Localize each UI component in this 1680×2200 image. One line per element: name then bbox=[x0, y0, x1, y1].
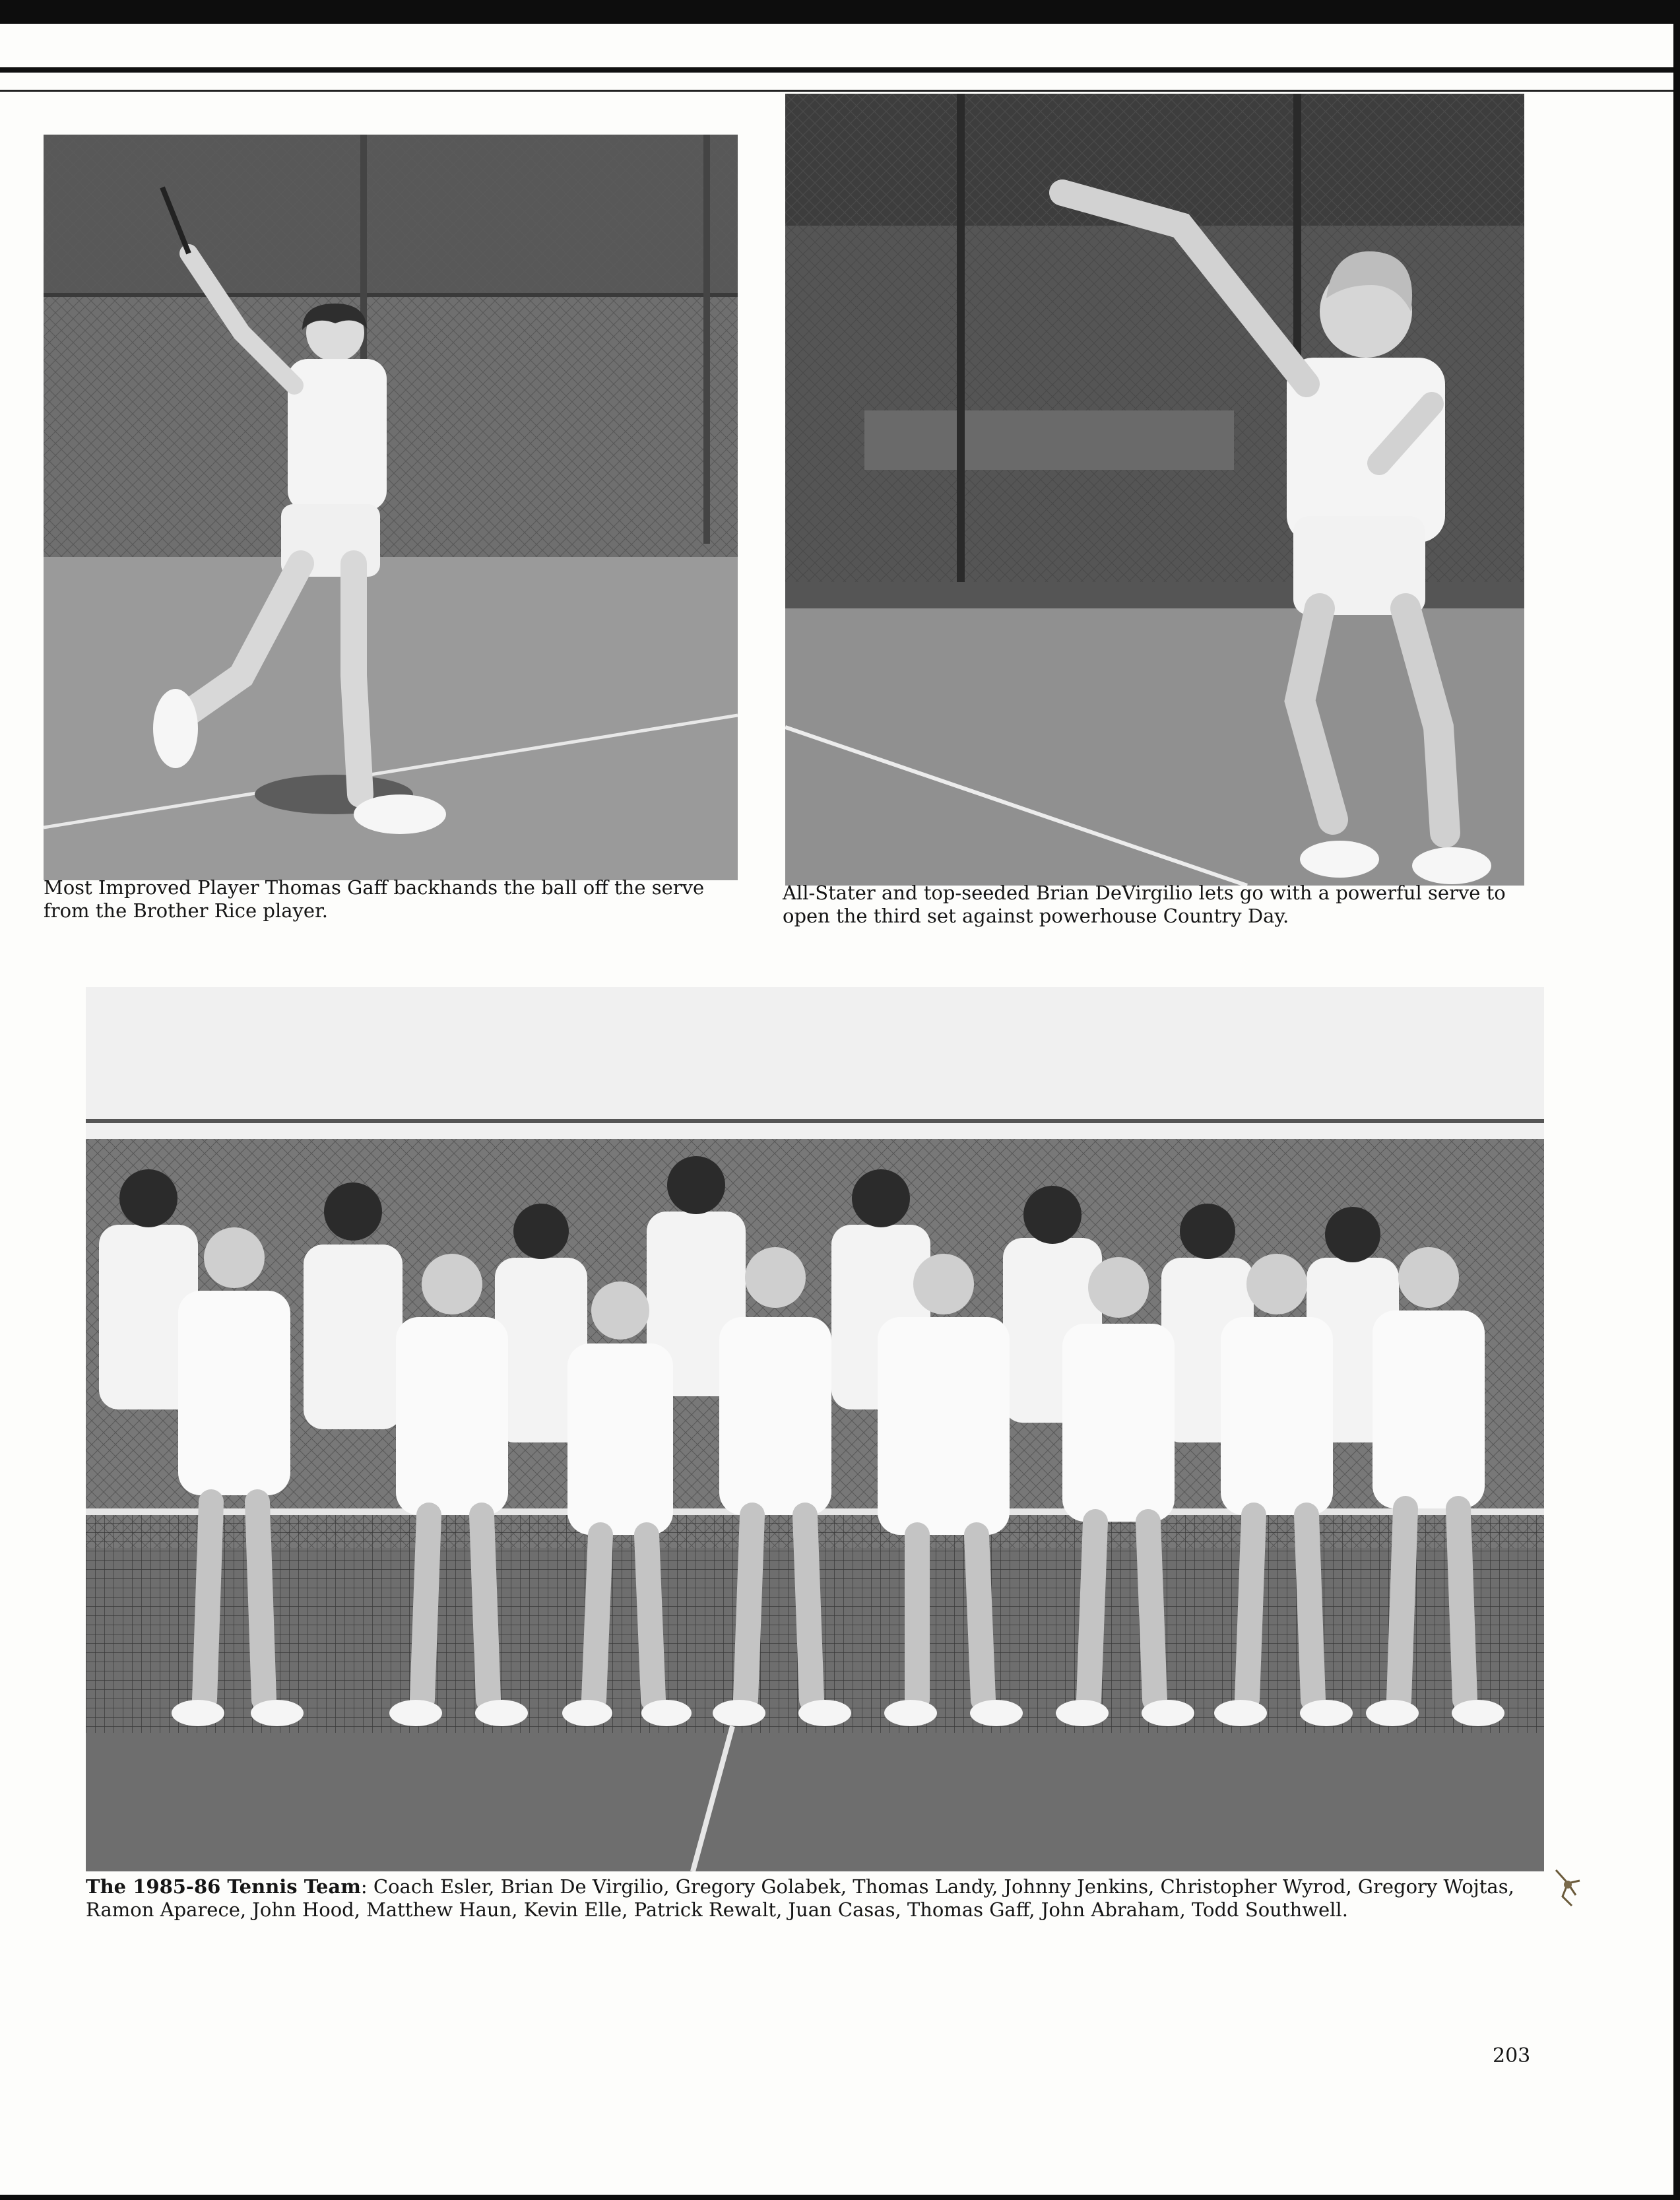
photo-brian-devirgilio-serve bbox=[785, 94, 1524, 886]
photo-thomas-gaff-backhand bbox=[44, 135, 738, 880]
caption-team-lead: The 1985-86 Tennis Team bbox=[86, 1875, 361, 1898]
caption-team-names: : Coach Esler, Brian De Virgilio, Gregory Golabek, Thomas Landy, Johnny Jenkins, Christopher Wyrod, Gregory Wojtas, Ramon Aparece, John Hood, Matthew Haun, Kevin Elle, Patrick Rewalt, Juan Casas, Thomas Gaff, John Abraham, Todd Southwell. bbox=[86, 1875, 1514, 1921]
caption-top-left: Most Improved Player Thomas Gaff backhands the ball off the serve from the Brother Rice player. bbox=[44, 876, 705, 922]
page-number: 203 bbox=[1493, 2044, 1531, 2067]
header-rule-thick bbox=[0, 67, 1673, 73]
caption-top-right: All-Stater and top-seeded Brian DeVirgilio lets go with a powerful serve to open the third set against powerhouse Country Day. bbox=[783, 882, 1506, 927]
caption-team bbox=[86, 1875, 1564, 1922]
page-speck-mark bbox=[1549, 1863, 1588, 1911]
photo-tennis-team bbox=[86, 987, 1544, 1871]
yearbook-page bbox=[0, 24, 1673, 2195]
header-rule-thin bbox=[0, 90, 1673, 92]
